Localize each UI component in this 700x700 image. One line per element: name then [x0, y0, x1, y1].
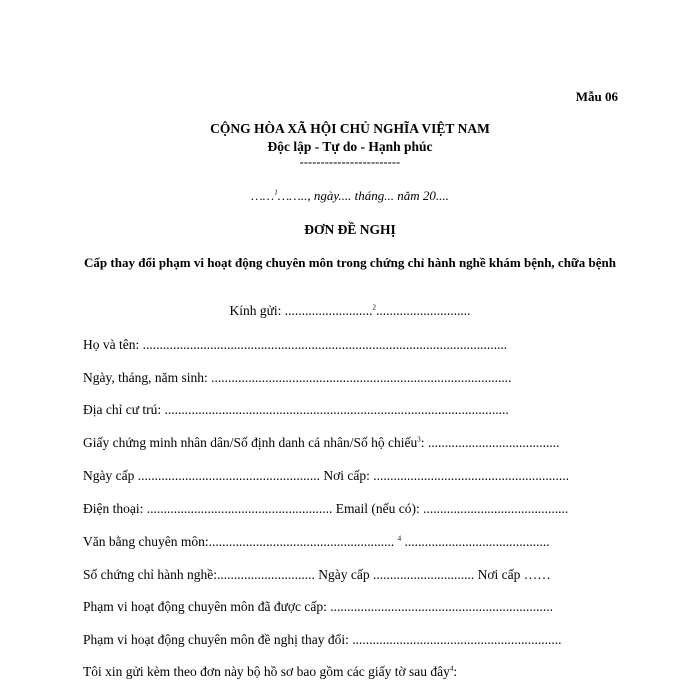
id-label: Giấy chứng minh nhân dân/Số định danh cá nhân/Số hộ chiếu — [83, 435, 418, 450]
document-subtitle: Cấp thay đổi phạm vi hoạt động chuyên môn trong chứng chỉ hành nghề khám bệnh, chữa bệnh — [84, 255, 616, 270]
field-scope-requested: Phạm vi hoạt động chuyên môn đề nghị thay đổi: .............................................................. — [83, 632, 562, 647]
recipient-dots: ............................ — [376, 303, 471, 318]
national-title: CỘNG HÒA XÃ HỘI CHỦ NGHĨA VIỆT NAM — [210, 121, 490, 136]
degree-dots: ........................................... — [401, 534, 550, 549]
field-full-name: Họ và tên: ............................................................................................................ — [83, 337, 508, 352]
field-residence: Địa chỉ cư trú: ...................................................................................................... — [83, 402, 509, 417]
footnote-ref-1: 1 — [274, 188, 278, 197]
footnote-ref-4: 4 — [397, 534, 402, 543]
footnote-ref-3: 3 — [417, 435, 421, 444]
id-dots: : ....................................... — [420, 435, 560, 450]
dateline-date: …….., ngày.... tháng... năm 20.... — [277, 188, 449, 203]
degree-label: Văn bằng chuyên môn:....................................................... — [83, 534, 398, 549]
footnote-ref-2: 2 — [372, 303, 377, 312]
footnote-ref-4b: 4 — [449, 664, 454, 673]
place-date-line — [0, 188, 700, 204]
dateline-dots: …… — [251, 188, 275, 203]
attachment-colon: : — [453, 664, 458, 679]
document-title: ĐƠN ĐỀ NGHỊ — [304, 222, 396, 237]
national-motto: Độc lập - Tự do - Hạnh phúc — [267, 139, 433, 154]
field-issue-info: Ngày cấp ...................................................... Nơi cấp: .......................................................... — [83, 468, 569, 483]
form-code: Mẫu 06 — [575, 89, 618, 104]
attachment-label: Tôi xin gửi kèm theo đơn này bộ hồ sơ bao gồm các giấy tờ sau đây — [83, 664, 450, 679]
field-degree — [83, 534, 550, 550]
field-birth-date: Ngày, tháng, năm sinh: ......................................................................................... — [83, 370, 512, 385]
recipient-line — [0, 303, 700, 319]
recipient-label: Kính gửi: .......................... — [229, 303, 373, 318]
attachment-intro — [83, 664, 457, 680]
field-scope-granted: Phạm vi hoạt động chuyên môn đã được cấp: .................................................................. — [83, 599, 554, 614]
header-divider: ------------------------ — [299, 155, 401, 169]
field-contact: Điện thoại: ....................................................... Email (nếu có): ........................................... — [83, 501, 569, 516]
field-id-number — [83, 435, 560, 451]
field-certificate: Số chứng chỉ hành nghề:............................. Ngày cấp .............................. Nơi cấp …… — [83, 567, 551, 582]
